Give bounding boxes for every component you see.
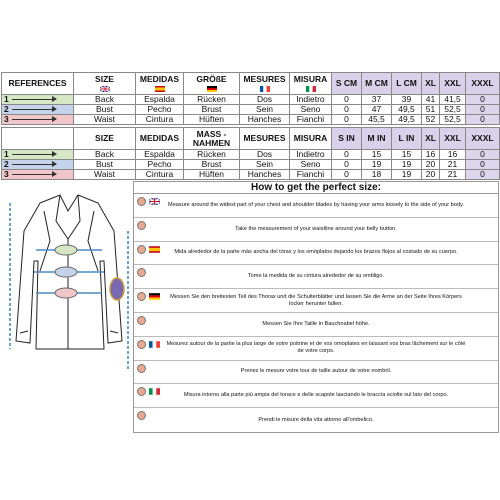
- guide-text: Mesurez autour de la partie la plus large de votre poitrine et de vos omoplates en laissant vos bras lâchement sur le côté de votre corps.: [166, 341, 466, 355]
- value-cell: 15: [392, 150, 422, 160]
- value-cell: 45,5: [362, 115, 392, 125]
- label-cell: Back: [74, 150, 136, 160]
- germany-flag-icon: [207, 86, 217, 92]
- guide-text: Take the measurement of your waistline around your belly button.: [235, 225, 397, 232]
- uk-flag-icon: [149, 198, 160, 205]
- value-cell: 49,5: [392, 105, 422, 115]
- value-cell: 18: [362, 170, 392, 180]
- value-cell: 52: [422, 115, 440, 125]
- header-s-cm: S CM: [332, 73, 362, 95]
- header-misura-in: MISURA: [290, 128, 332, 150]
- ref-cell: 3: [2, 170, 74, 180]
- label-cell: Brust: [184, 105, 240, 115]
- header-s-in: S IN: [332, 128, 362, 150]
- value-cell: 21: [440, 160, 466, 170]
- header-xxl-in: XXL: [440, 128, 466, 150]
- value-cell: 16: [440, 150, 466, 160]
- value-cell: 15: [362, 150, 392, 160]
- table-row-waist: [2, 170, 500, 180]
- arrow-icon: [12, 119, 56, 120]
- label-cell: Waist: [74, 115, 136, 125]
- value-cell: 20: [422, 160, 440, 170]
- size-table-in: [1, 127, 500, 180]
- label-cell: Dos: [240, 150, 290, 160]
- jacket-icon: [0, 181, 133, 428]
- dot-icon: [137, 316, 146, 325]
- guide-text: Tome la medida de su cintura alrededor de su ombligo.: [247, 273, 385, 280]
- guide-row: [134, 242, 498, 266]
- value-cell: 37: [362, 95, 392, 105]
- france-flag-icon: [260, 86, 270, 92]
- header-xxxl-in: XXXL: [466, 128, 500, 150]
- value-cell: 0: [466, 170, 500, 180]
- jacket-measurement-illustration: [0, 181, 133, 428]
- header-size-in: SIZE: [74, 128, 136, 150]
- header-xl: XL: [422, 73, 440, 95]
- label-cell: Brust: [184, 160, 240, 170]
- dot-icon: [137, 221, 146, 230]
- header-references: REFERENCES: [2, 73, 74, 95]
- table-row-back: [2, 95, 500, 105]
- label-cell: Rücken: [184, 150, 240, 160]
- value-cell: 19: [362, 160, 392, 170]
- guide-row: [134, 289, 498, 313]
- guide-row: [134, 337, 498, 361]
- ref-cell: 3: [2, 115, 74, 125]
- label-cell: Hüften: [184, 115, 240, 125]
- guide-text: Measure around the widest part of your chest and shoulder blades by having your arms loosely to the side of your body.: [168, 201, 464, 208]
- guide-row: [134, 361, 498, 385]
- guide-row: [134, 408, 498, 432]
- france-flag-icon: [149, 341, 160, 348]
- header-xxxl: XXXL: [466, 73, 500, 95]
- guide-text: Prendi le misure della vita attorno all'ombelico.: [258, 416, 374, 423]
- guide-text: Messen Sie Ihre Taille in Bauchnabel höhe.: [262, 320, 370, 327]
- guide-row: [134, 194, 498, 218]
- size-guide: [133, 181, 499, 433]
- guide-text: Misura intorno alla parte più ampia del torace e delle scapole lasciando le braccia sciolte sul lato del corpo.: [183, 392, 449, 399]
- dot-icon: [137, 364, 146, 373]
- value-cell: 49,5: [392, 115, 422, 125]
- label-cell: Seno: [290, 105, 332, 115]
- header-size: SIZE: [74, 73, 136, 95]
- value-cell: 0: [332, 150, 362, 160]
- guide-row: [134, 313, 498, 337]
- italy-flag-icon: [149, 388, 160, 395]
- header-massnahmen: MASS - NAHMEN: [184, 128, 240, 150]
- ref-cell: 2: [2, 105, 74, 115]
- guide-row: [134, 265, 498, 289]
- label-cell: Bust: [74, 160, 136, 170]
- label-cell: Cintura: [136, 170, 184, 180]
- uk-flag-icon: [100, 86, 110, 92]
- value-cell: 47: [362, 105, 392, 115]
- label-cell: Waist: [74, 170, 136, 180]
- header-xxl: XXL: [440, 73, 466, 95]
- ref-cell: 2: [2, 160, 74, 170]
- spain-flag-icon: [149, 246, 160, 253]
- value-cell: 0: [332, 105, 362, 115]
- arrow-icon: [12, 154, 56, 155]
- header-m-in: M IN: [362, 128, 392, 150]
- label-cell: Espalda: [136, 95, 184, 105]
- value-cell: 0: [332, 160, 362, 170]
- value-cell: 21: [440, 170, 466, 180]
- label-cell: Fianchi: [290, 170, 332, 180]
- header-misura: MISURA: [290, 73, 332, 95]
- label-cell: Rücken: [184, 95, 240, 105]
- label-cell: Indietro: [290, 150, 332, 160]
- label-cell: Pecho: [136, 160, 184, 170]
- header-mesures-in: MESURES: [240, 128, 290, 150]
- label-cell: Fianchi: [290, 115, 332, 125]
- value-cell: 20: [422, 170, 440, 180]
- value-cell: 0: [466, 105, 500, 115]
- value-cell: 19: [392, 160, 422, 170]
- label-cell: Pecho: [136, 105, 184, 115]
- label-cell: Indietro: [290, 95, 332, 105]
- table-row-back: [2, 150, 500, 160]
- header-grosse: GRÖßE: [184, 73, 240, 95]
- label-cell: Hanches: [240, 115, 290, 125]
- label-cell: Sein: [240, 105, 290, 115]
- label-cell: Hüften: [184, 170, 240, 180]
- label-cell: Bust: [74, 105, 136, 115]
- value-cell: 0: [332, 170, 362, 180]
- label-cell: Cintura: [136, 115, 184, 125]
- guide-text: Mida alrededor de la parte más ancha del tórax y los omóplatos dejando los brazos flojos al costado de su cuerpo.: [174, 249, 458, 256]
- value-cell: 52,5: [440, 115, 466, 125]
- value-cell: 16: [422, 150, 440, 160]
- size-table-cm: [1, 72, 500, 125]
- guide-text: Messen Sie den breitesten Teil des Thorax und die Schulterblätter und lassen Sie die Arme an der Seite Ihres Körpers locker herunter fallen.: [170, 293, 462, 307]
- arrow-icon: [12, 99, 56, 100]
- guide-row: [134, 384, 498, 408]
- ref-cell: 1: [2, 150, 74, 160]
- label-cell: Sein: [240, 160, 290, 170]
- value-cell: 39: [392, 95, 422, 105]
- dot-icon: [137, 197, 146, 206]
- arrow-icon: [12, 109, 56, 110]
- header-l-cm: L CM: [392, 73, 422, 95]
- header-medidas-in: MEDIDAS: [136, 128, 184, 150]
- value-cell: 0: [466, 160, 500, 170]
- header-mesures: MESURES: [240, 73, 290, 95]
- guide-text: Prenez le mesure votre tour de taille autour de votre nombril.: [240, 368, 392, 375]
- label-cell: Seno: [290, 160, 332, 170]
- guide-title: How to get the perfect size:: [134, 182, 498, 194]
- value-cell: 51: [422, 105, 440, 115]
- arrow-icon: [12, 164, 56, 165]
- value-cell: 0: [332, 95, 362, 105]
- label-cell: Hanches: [240, 170, 290, 180]
- header-medidas: MEDIDAS: [136, 73, 184, 95]
- value-cell: 0: [466, 115, 500, 125]
- value-cell: 0: [332, 115, 362, 125]
- guide-row: [134, 218, 498, 242]
- header-xl-in: XL: [422, 128, 440, 150]
- label-cell: Dos: [240, 95, 290, 105]
- label-cell: Back: [74, 95, 136, 105]
- header-references-in: [2, 128, 74, 150]
- value-cell: 0: [466, 95, 500, 105]
- value-cell: 52,5: [440, 105, 466, 115]
- value-cell: 41: [422, 95, 440, 105]
- italy-flag-icon: [306, 86, 316, 92]
- value-cell: 41,5: [440, 95, 466, 105]
- header-m-cm: M CM: [362, 73, 392, 95]
- arrow-icon: [12, 174, 56, 175]
- dot-icon: [137, 245, 146, 254]
- value-cell: 19: [392, 170, 422, 180]
- table-row-bust: [2, 105, 500, 115]
- dot-icon: [137, 340, 146, 349]
- germany-flag-icon: [149, 293, 160, 300]
- value-cell: 0: [466, 150, 500, 160]
- table-row-waist: [2, 115, 500, 125]
- header-l-in: L IN: [392, 128, 422, 150]
- ref-cell: 1: [2, 95, 74, 105]
- spain-flag-icon: [155, 86, 165, 92]
- label-cell: Espalda: [136, 150, 184, 160]
- table-row-bust: [2, 160, 500, 170]
